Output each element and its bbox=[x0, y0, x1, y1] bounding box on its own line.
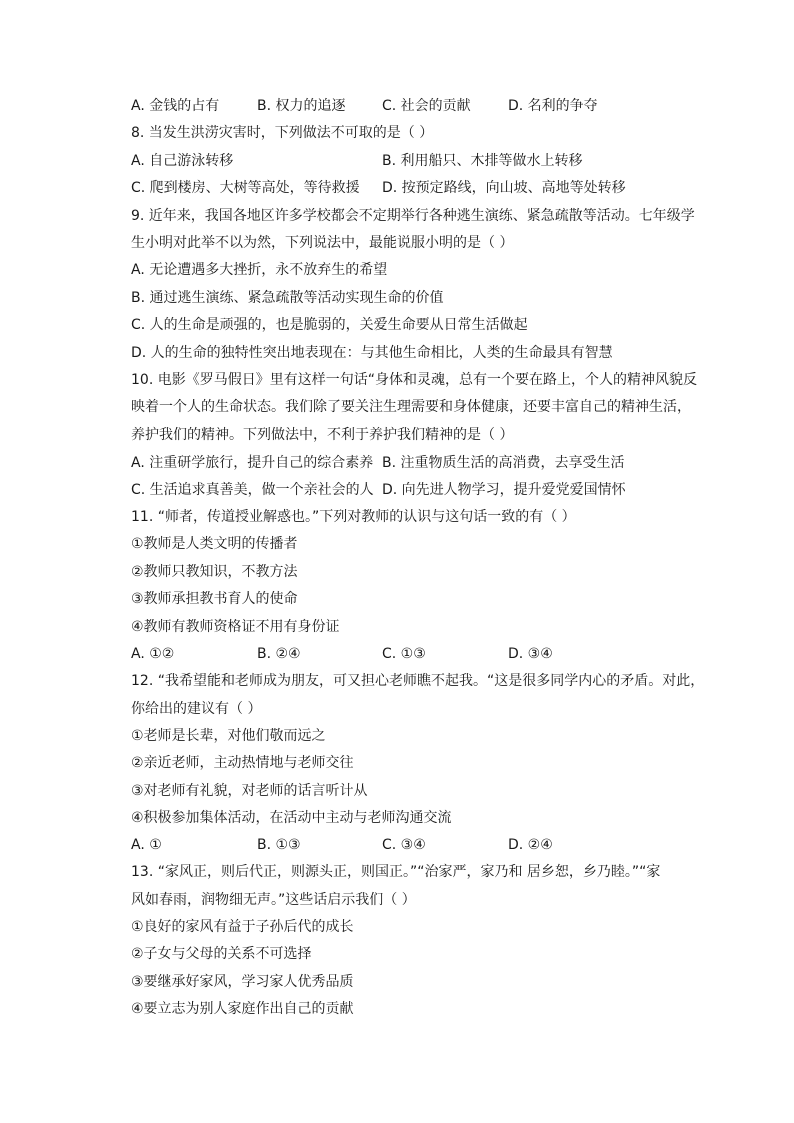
q10-stem-line-3: 养护我们的精神。下列做法中，不利于养护我们精神的是（ ） bbox=[131, 427, 514, 443]
q7-option-d: D. 名利的争夺 bbox=[508, 98, 598, 114]
q12-stem-line-1: 12. “我希望能和老师成为朋友，可又担心老师瞧不起我。“这是很多同学内心的矛盾。对此， bbox=[131, 673, 705, 689]
q10-stem-line-1: 10. 电影《罗马假日》里有这样一句话“身体和灵魂，总有一个要在路上，个人的精神风貌反 bbox=[131, 372, 697, 388]
q13-item-2: ②子女与父母的关系不可选择 bbox=[131, 946, 312, 962]
q12-option-c: C. ③④ bbox=[382, 837, 426, 853]
q12-item-3: ③对老师有礼貌，对老师的话言听计从 bbox=[131, 783, 368, 799]
q7-option-c: C. 社会的贡献 bbox=[382, 98, 471, 114]
q13-stem-line-2: 风如春雨，润物细无声。”这些话启示我们（ ） bbox=[131, 892, 416, 908]
q9-option-c: C. 人的生命是顽强的，也是脆弱的，关爱生命要从日常生活做起 bbox=[131, 317, 528, 333]
q8-stem: 8. 当发生洪涝灾害时，下列做法不可取的是（ ） bbox=[131, 125, 434, 141]
q12-stem-line-2: 你给出的建议有（ ） bbox=[131, 701, 262, 717]
q11-stem: 11. “师者，传道授业解惑也。”下列对教师的认识与这句话一致的有（ ） bbox=[131, 509, 576, 525]
q8-option-a: A. 自己游泳转移 bbox=[131, 153, 234, 169]
q11-item-2: ②教师只教知识，不教方法 bbox=[131, 564, 298, 580]
q12-item-1: ①老师是长辈，对他们敬而远之 bbox=[131, 728, 326, 744]
q9-option-b: B. 通过逃生演练、紧急疏散等活动实现生命的价值 bbox=[131, 290, 444, 306]
q13-item-3: ③要继承好家风，学习家人优秀品质 bbox=[131, 974, 354, 990]
q10-option-b: B. 注重物质生活的高消费，去享受生活 bbox=[382, 455, 625, 471]
q11-option-b: B. ②④ bbox=[257, 646, 301, 662]
q13-item-4: ④要立志为别人家庭作出自己的贡献 bbox=[131, 1001, 354, 1017]
q11-item-1: ①教师是人类文明的传播者 bbox=[131, 536, 298, 552]
q12-item-2: ②亲近老师，主动热情地与老师交往 bbox=[131, 755, 354, 771]
q13-stem-line-1: 13. “家风正，则后代正，则源头正，则国正。”“治家严，家乃和 居乡恕，乡乃睦。”“家 bbox=[131, 864, 661, 880]
q11-option-a: A. ①② bbox=[131, 646, 175, 662]
q10-option-a: A. 注重研学旅行，提升自己的综合素养 bbox=[131, 455, 374, 471]
q12-option-a: A. ① bbox=[131, 837, 162, 853]
q11-item-4: ④教师有教师资格证不用有身份证 bbox=[131, 619, 340, 635]
q9-option-a: A. 无论遭遇多大挫折，永不放弃生的希望 bbox=[131, 262, 388, 278]
q7-option-b: B. 权力的追逐 bbox=[257, 98, 346, 114]
q9-stem-line-2: 生小明对此举不以为然，下列说法中，最能说服小明的是（ ） bbox=[131, 235, 514, 251]
q9-option-d: D. 人的生命的独特性突出地表现在：与其他生命相比，人类的生命最具有智慧 bbox=[131, 345, 613, 361]
q10-option-d: D. 向先进人物学习，提升爱党爱国情怀 bbox=[382, 482, 626, 498]
q12-item-4: ④积极参加集体活动，在活动中主动与老师沟通交流 bbox=[131, 810, 452, 826]
q12-option-d: D. ②④ bbox=[508, 837, 553, 853]
q8-option-d: D. 按预定路线，向山坡、高地等处转移 bbox=[382, 180, 626, 196]
q13-item-1: ①良好的家风有益于子孙后代的成长 bbox=[131, 919, 354, 935]
q8-option-c: C. 爬到楼房、大树等高处，等待救援 bbox=[131, 180, 360, 196]
q9-stem-line-1: 9. 近年来，我国各地区许多学校都会不定期举行各种逃生演练、紧急疏散等活动。七年级学 bbox=[131, 208, 695, 224]
q11-item-3: ③教师承担教书育人的使命 bbox=[131, 591, 298, 607]
q11-option-c: C. ①③ bbox=[382, 646, 426, 662]
q10-stem-line-2: 映着一个人的生命状态。我们除了要关注生理需要和身体健康，还要丰富自己的精神生活， bbox=[131, 399, 691, 415]
q8-option-b: B. 利用船只、木排等做水上转移 bbox=[382, 153, 583, 169]
q11-option-d: D. ③④ bbox=[508, 646, 553, 662]
q7-option-a: A. 金钱的占有 bbox=[131, 98, 220, 114]
q10-option-c: C. 生活追求真善美，做一个亲社会的人 bbox=[131, 482, 374, 498]
q12-option-b: B. ①③ bbox=[257, 837, 301, 853]
